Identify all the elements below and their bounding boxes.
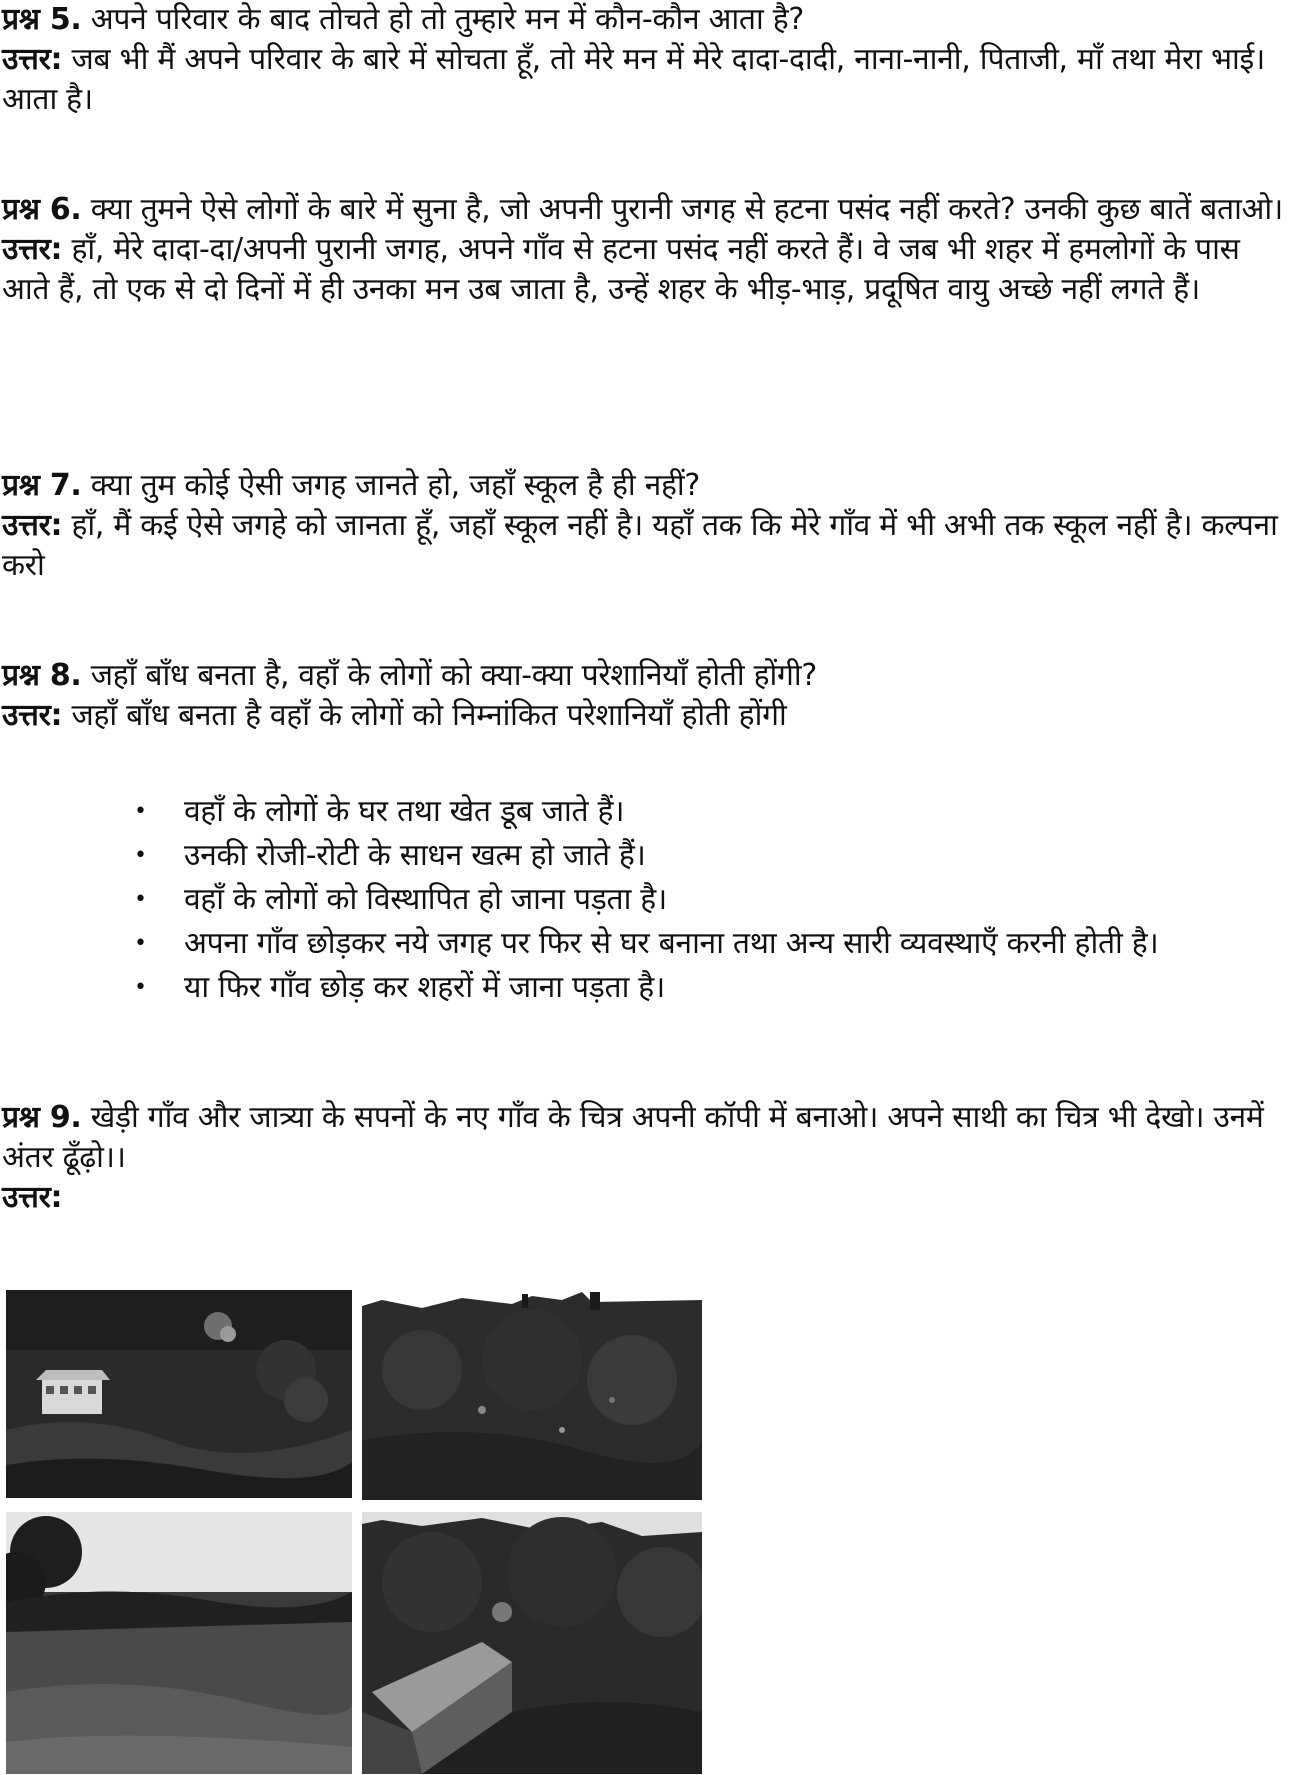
bullet-icon: • — [134, 799, 147, 824]
village-photo-building — [6, 1290, 352, 1498]
answer-8-list — [128, 792, 1294, 1012]
question-9-block — [2, 1098, 1292, 1218]
question-9-label: प्रश्न 9. — [2, 1100, 82, 1135]
question-9-text: खेड़ी गाँव और जात्र्या के सपनों के नए गाँव के चित्र अपनी कॉपी में बनाओ। अपने साथी का चित्र भी देखो। उनमें अंतर ढूँढ़ो।। — [2, 1100, 1264, 1175]
question-8-block — [2, 656, 1292, 736]
photo-image — [6, 1512, 352, 1774]
answer-6 — [2, 230, 1292, 310]
list-item: • वहाँ के लोगों के घर तथा खेत डूब जाते हैं। — [128, 792, 1294, 832]
question-7-block — [2, 466, 1292, 586]
question-7 — [2, 466, 1292, 506]
question-6 — [2, 190, 1292, 230]
question-5-block — [2, 0, 1292, 120]
photo-image — [6, 1290, 352, 1498]
question-8 — [2, 656, 1292, 696]
answer-8-label: उत्तर: — [2, 698, 63, 733]
question-7-text: क्या तुम कोई ऐसी जगह जानते हो, जहाँ स्कूल है ही नहीं? — [90, 468, 701, 503]
bullet-icon: • — [134, 975, 147, 1000]
question-5-text: अपने परिवार के बाद तोचते हो तो तुम्हारे मन में कौन-कौन आता है? — [90, 2, 804, 37]
bullet-icon: • — [134, 931, 147, 956]
list-item: • या फिर गाँव छोड़ कर शहरों में जाना पड़ता है। — [128, 968, 1294, 1008]
answer-7-text: हाँ, मैं कई ऐसे जगहे को जानता हूँ, जहाँ स्कूल नहीं है। यहाँ तक कि मेरे गाँव में भी अभी तक स्कूल नहीं है। कल्पना करो — [2, 508, 1278, 583]
answer-8-text: जहाँ बाँध बनता है वहाँ के लोगों को निम्नांकित परेशानियाँ होती होंगी — [71, 698, 787, 733]
village-photo-trees — [362, 1290, 702, 1500]
answer-5-text: जब भी मैं अपने परिवार के बारे में सोचता हूँ, तो मेरे मन में मेरे दादा-दादी, नाना-नानी, पिताजी, माँ तथा मेरा भाई। आता है। — [2, 42, 1266, 117]
question-5-label: प्रश्न 5. — [2, 2, 82, 37]
photo-image — [362, 1290, 702, 1500]
bullet-icon: • — [134, 887, 147, 912]
answer-7-label: उत्तर: — [2, 508, 63, 543]
answer-6-text: हाँ, मेरे दादा-दा/अपनी पुरानी जगह, अपने गाँव से हटना पसंद नहीं करते हैं। वे जब भी शहर में हमलोगों के पास आते हैं, तो एक से दो दिनों में ही उनका मन उब जाता है, उन्हें शहर के भीड़-भाड़, प्रदूषित वायु अच्छे नहीं लगते हैं। — [2, 232, 1240, 307]
list-item: • उनकी रोजी-रोटी के साधन खत्म हो जाते हैं। — [128, 836, 1294, 876]
answer-6-label: उत्तर: — [2, 232, 63, 267]
answer-7 — [2, 506, 1292, 586]
question-5 — [2, 0, 1292, 40]
question-7-label: प्रश्न 7. — [2, 468, 82, 503]
village-photo-field — [6, 1512, 352, 1774]
question-9 — [2, 1098, 1292, 1178]
answer-5-label: उत्तर: — [2, 42, 63, 77]
answer-5 — [2, 40, 1292, 120]
bullet-icon: • — [134, 843, 147, 868]
answer-8 — [2, 696, 1292, 736]
question-6-label: प्रश्न 6. — [2, 192, 82, 227]
village-photo-hut — [362, 1512, 702, 1774]
answer-9-label: उत्तर: — [2, 1180, 63, 1215]
question-6-text: क्या तुमने ऐसे लोगों के बारे में सुना है, जो अपनी पुरानी जगह से हटना पसंद नहीं करते? उनकी कुछ बातें बताओ। — [90, 192, 1283, 227]
photo-image — [362, 1512, 702, 1774]
list-item: • वहाँ के लोगों को विस्थापित हो जाना पड़ता है। — [128, 880, 1294, 920]
answer-9 — [2, 1178, 1292, 1218]
question-8-text: जहाँ बाँध बनता है, वहाँ के लोगों को क्या-क्या परेशानियाँ होती होंगी? — [90, 658, 817, 693]
question-6-block — [2, 190, 1292, 310]
list-item: • अपना गाँव छोड़कर नये जगह पर फिर से घर बनाना तथा अन्य सारी व्यवस्थाएँ करनी होती है। — [128, 924, 1294, 964]
question-8-label: प्रश्न 8. — [2, 658, 82, 693]
